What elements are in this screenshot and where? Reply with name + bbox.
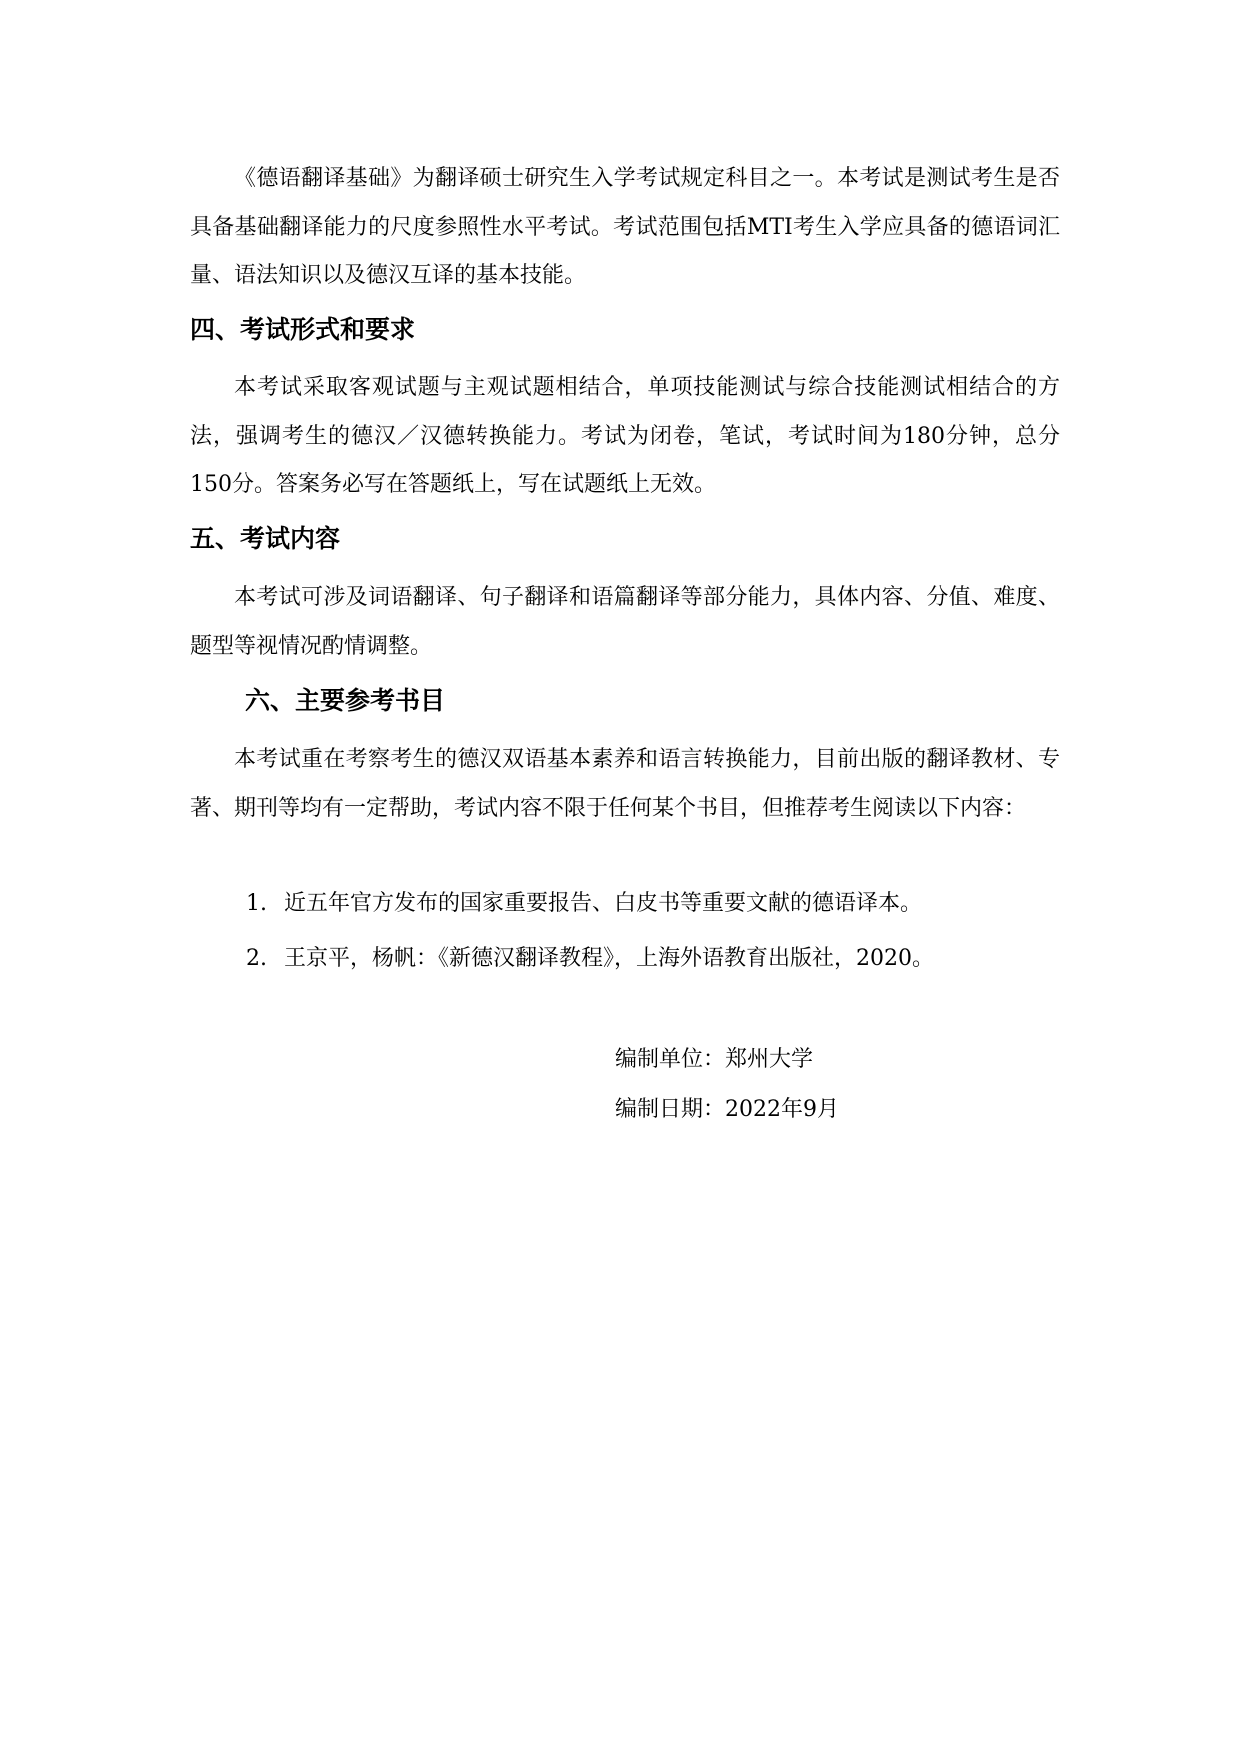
section-paragraph-references: 本考试重在考察考生的德汉双语基本素养和语言转换能力，目前出版的翻译教材、专著、期刊等均有一定帮助，考试内容不限于任何某个书目，但推荐考生阅读以下内容： — [190, 747, 1060, 821]
section-heading-exam-format: 四、考试形式和要求 — [190, 315, 416, 344]
reference-text: 近五年官方发布的国家重要报告、白皮书等重要文献的德语译本。 — [284, 891, 923, 916]
compiling-date: 编制日期：2022年9月 — [615, 1097, 839, 1122]
reference-number: 2. — [246, 946, 267, 971]
intro-paragraph: 《德语翻译基础》为翻译硕士研究生入学考试规定科目之一。本考试是测试考生是否具备基础翻译能力的尺度参照性水平考试。考试范围包括MTI考生入学应具备的德语词汇量、语法知识以及德汉互译的基本技能。 — [190, 166, 1060, 288]
reference-list-item — [246, 889, 922, 919]
reference-number: 1. — [246, 891, 267, 916]
section-paragraph-exam-format: 本考试采取客观试题与主观试题相结合，单项技能测试与综合技能测试相结合的方法，强调考生的德汉／汉德转换能力。考试为闭卷，笔试，考试时间为180分钟，总分150分。答案务必写在答题纸上，写在试题纸上无效。 — [190, 375, 1060, 497]
compiling-unit: 编制单位：郑州大学 — [615, 1047, 814, 1072]
section-heading-exam-content: 五、考试内容 — [190, 524, 341, 553]
section-heading-references: 六、主要参考书目 — [245, 686, 446, 715]
section-paragraph-exam-content: 本考试可涉及词语翻译、句子翻译和语篇翻译等部分能力，具体内容、分值、难度、题型等视情况酌情调整。 — [190, 585, 1060, 659]
reference-text: 王京平，杨帆：《新德汉翻译教程》，上海外语教育出版社，2020。 — [284, 946, 934, 971]
reference-list-item — [246, 944, 934, 974]
